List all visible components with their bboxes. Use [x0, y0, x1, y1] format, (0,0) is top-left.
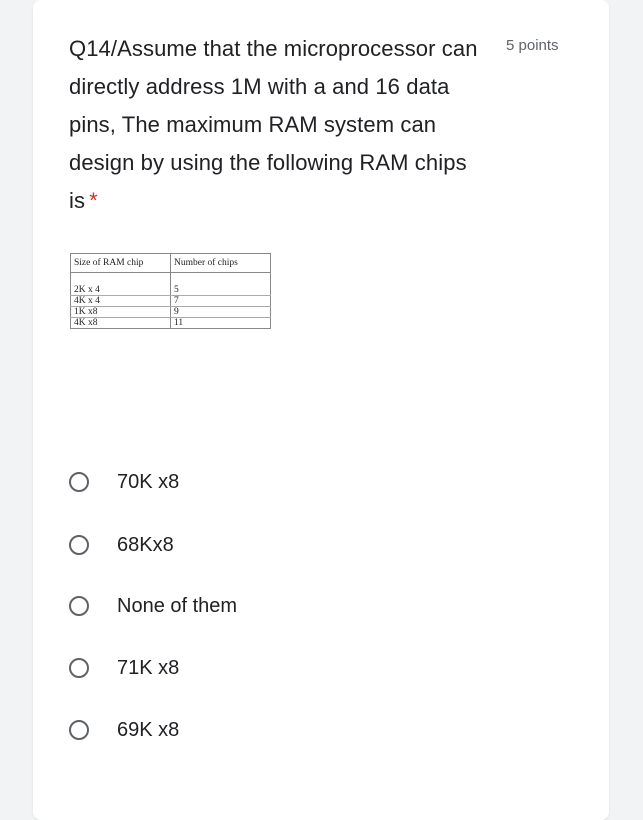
header-number: Number of chips — [171, 254, 271, 273]
table-spacer-row — [71, 273, 271, 286]
table-row — [71, 296, 271, 307]
cell-count: 7 — [171, 296, 271, 307]
cell-count: 9 — [171, 307, 271, 318]
question-text: Q14/Assume that the microprocessor can directly address 1M with a and 16 data pins, The maximum RAM system can design by using the following RAM chips is — [69, 36, 478, 213]
cell-size: 2K x 4 — [71, 285, 171, 296]
ram-chip-table — [70, 253, 271, 329]
radio-button[interactable] — [69, 535, 89, 555]
required-asterisk: * — [89, 188, 98, 213]
header-size: Size of RAM chip — [71, 254, 171, 273]
option-69k-x8[interactable] — [69, 710, 489, 750]
cell-size: 4K x8 — [71, 318, 171, 329]
table-header-row — [71, 254, 271, 273]
radio-button[interactable] — [69, 596, 89, 616]
option-label: 71K x8 — [117, 656, 180, 679]
question-card — [33, 0, 609, 820]
points-label: 5 points — [506, 37, 559, 54]
table-row — [71, 285, 271, 296]
option-label: None of them — [117, 594, 238, 617]
option-label: 70K x8 — [117, 470, 180, 493]
question-title — [69, 30, 499, 220]
table-row — [71, 318, 271, 329]
option-label: 69K x8 — [117, 718, 180, 741]
radio-button[interactable] — [69, 472, 89, 492]
cell-size: 4K x 4 — [71, 296, 171, 307]
radio-button[interactable] — [69, 658, 89, 678]
option-none-of-them[interactable] — [69, 586, 489, 626]
cell-count: 11 — [171, 318, 271, 329]
cell-size: 1K x8 — [71, 307, 171, 318]
option-70k-x8[interactable] — [69, 462, 489, 502]
option-label: 68Kx8 — [117, 533, 174, 556]
option-68kx8[interactable] — [69, 525, 489, 565]
cell-count: 5 — [171, 285, 271, 296]
table-row — [71, 307, 271, 318]
radio-button[interactable] — [69, 720, 89, 740]
option-71k-x8[interactable] — [69, 648, 489, 688]
